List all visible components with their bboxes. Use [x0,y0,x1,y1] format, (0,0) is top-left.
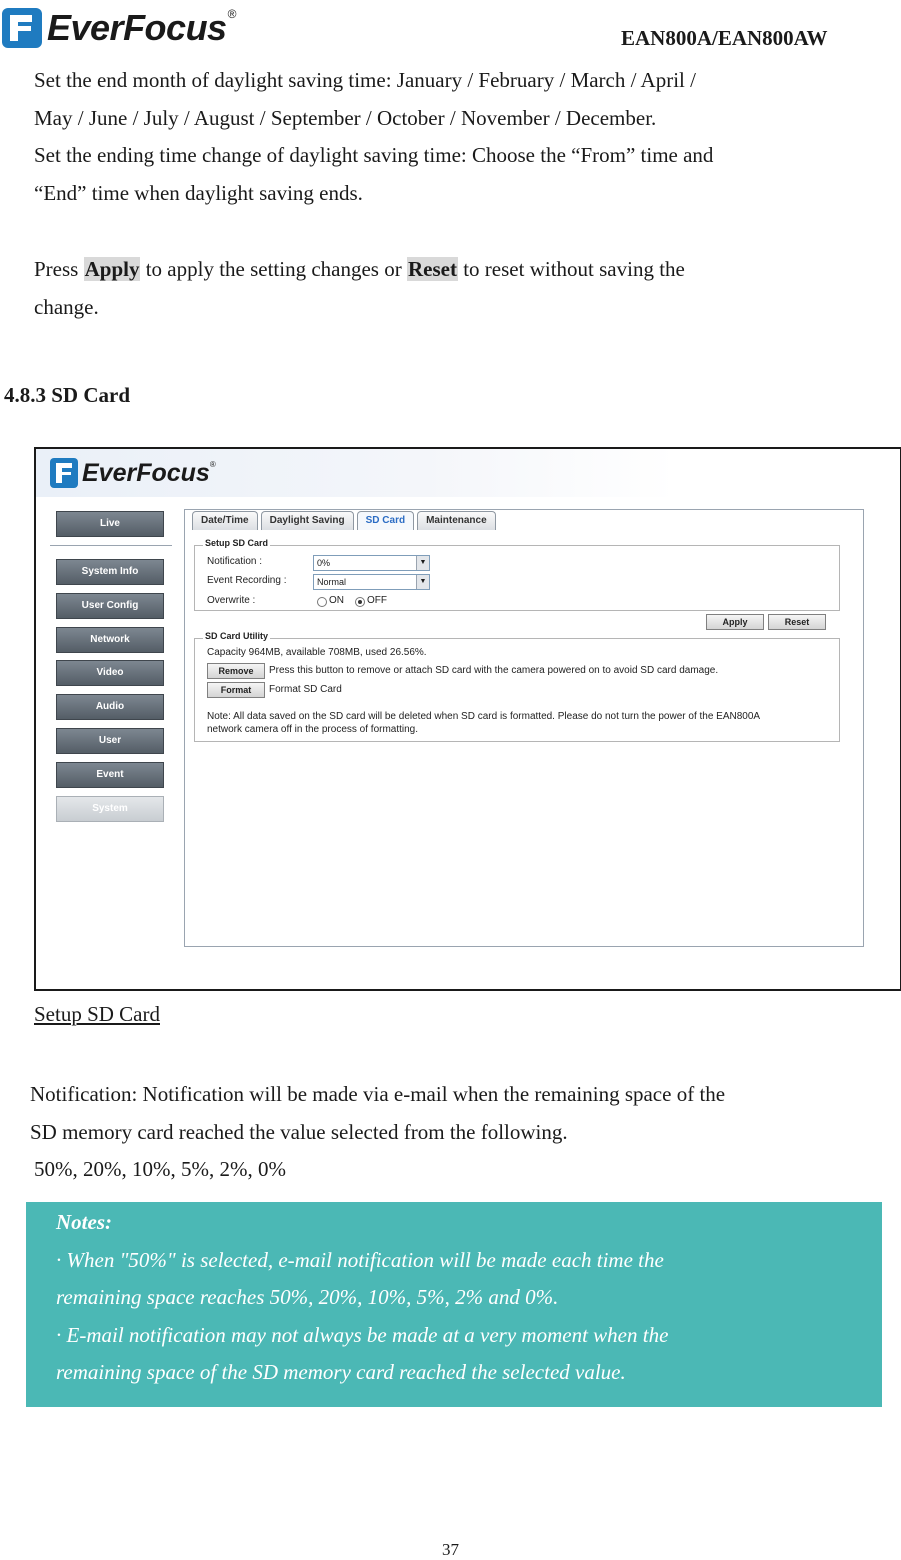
sidebar-item-video[interactable]: Video [56,660,164,686]
notes-line: remaining space reaches 50%, 20%, 10%, 5%, 2% and 0%. [56,1285,559,1309]
press-text: Press [34,257,84,281]
reset-button[interactable]: Reset [768,614,826,630]
notes-line: · E-mail notification may not always be made at a very moment when the [56,1322,669,1347]
press-line [34,251,685,289]
intro-line: Set the ending time change of daylight saving time: Choose the “From” time and [34,143,714,167]
press-text: to reset without saving the [457,257,685,281]
page-number: 37 [442,1540,459,1559]
tab-maintenance[interactable]: Maintenance [417,511,496,530]
intro-line: “End” time when daylight saving ends. [34,180,363,205]
setup-sd-card-group [194,538,840,611]
everfocus-logo-icon [50,458,78,488]
intro-paragraph [34,62,713,212]
model-name: EAN800A/EAN800AW [621,26,828,50]
overwrite-off-label: OFF [367,595,387,606]
format-note: network camera off in the process of formatting. [207,724,419,735]
overwrite-off-radio[interactable] [355,597,365,607]
brand-logo [2,6,236,50]
registered-mark: ® [227,7,237,21]
remove-button[interactable]: Remove [207,663,265,679]
press-line: change. [34,294,99,319]
sidebar-item-user-config[interactable]: User Config [56,593,164,619]
apply-button[interactable]: Apply [706,614,764,630]
remove-description: Press this button to remove or attach SD card with the camera powered on to avoid SD card damage. [269,665,719,676]
notification-value: 0% [317,558,331,568]
chevron-down-icon: ▼ [416,575,429,589]
apply-keyword: Apply [84,257,140,281]
sidebar-item-system-info[interactable]: System Info [56,559,164,585]
event-recording-value: Normal [317,577,347,587]
brand-name: EverFocus [47,7,227,48]
tab-daylight-saving[interactable]: Daylight Saving [261,511,354,530]
sidebar-item-audio[interactable]: Audio [56,694,164,720]
group-title: SD Card Utility [205,631,269,641]
intro-line: May / June / July / August / September / October / November / December. [34,105,657,130]
intro-line: Set the end month of daylight saving time: January / February / March / April / [34,68,696,92]
everfocus-logo-icon [2,8,42,48]
event-recording-select[interactable] [313,574,430,590]
tab-sd-card[interactable]: SD Card [357,511,414,530]
press-paragraph [34,251,685,326]
chevron-down-icon: ▼ [416,556,429,570]
notification-select[interactable] [313,555,430,571]
sd-card-utility-group [194,631,840,742]
sidebar-item-user[interactable]: User [56,728,164,754]
sidebar-item-event[interactable]: Event [56,762,164,788]
overwrite-label: Overwrite : [207,595,256,606]
format-button[interactable]: Format [207,682,265,698]
figure-caption: Setup SD Card [34,1002,160,1026]
sidebar-item-network[interactable]: Network [56,627,164,653]
body-line: Notification: Notification will be made via e-mail when the remaining space of the [30,1082,726,1106]
sd-card-screenshot [34,447,901,991]
notes-line: · When "50%" is selected, e-mail notification will be made each time the [56,1247,664,1272]
notes-content [56,1204,668,1392]
tab-date-time[interactable]: Date/Time [192,511,258,530]
overwrite-on-radio[interactable] [317,597,327,607]
overwrite-on-label: ON [329,595,344,606]
screenshot-banner [36,449,676,497]
reset-keyword: Reset [407,257,457,281]
format-note: Note: All data saved on the SD card will be deleted when SD card is formatted. Please do not turn the power of the EAN800A [207,711,761,722]
notification-paragraph [30,1076,725,1189]
tab-bar [192,511,499,530]
registered-mark: ® [209,459,216,469]
sidebar-item-live[interactable]: Live [56,511,164,537]
sidebar-divider [50,545,172,546]
notes-box [26,1202,882,1407]
notification-label: Notification : [207,556,263,567]
section-title: 4.8.3 SD Card [4,383,131,407]
format-description: Format SD Card [269,684,342,695]
notes-title: Notes: [56,1210,112,1234]
capacity-text: Capacity 964MB, available 708MB, used 26.56%. [207,647,427,658]
notes-line: remaining space of the SD memory card reached the selected value. [56,1360,626,1384]
press-text: to apply the setting changes or [140,257,407,281]
body-line: 50%, 20%, 10%, 5%, 2%, 0% [34,1157,286,1181]
body-line: SD memory card reached the value selected from the following. [30,1119,568,1144]
screenshot-brand: EverFocus [82,458,210,487]
group-title: Setup SD Card [205,538,269,548]
sidebar-item-system[interactable]: System [56,796,164,822]
event-recording-label: Event Recording : [207,575,287,586]
